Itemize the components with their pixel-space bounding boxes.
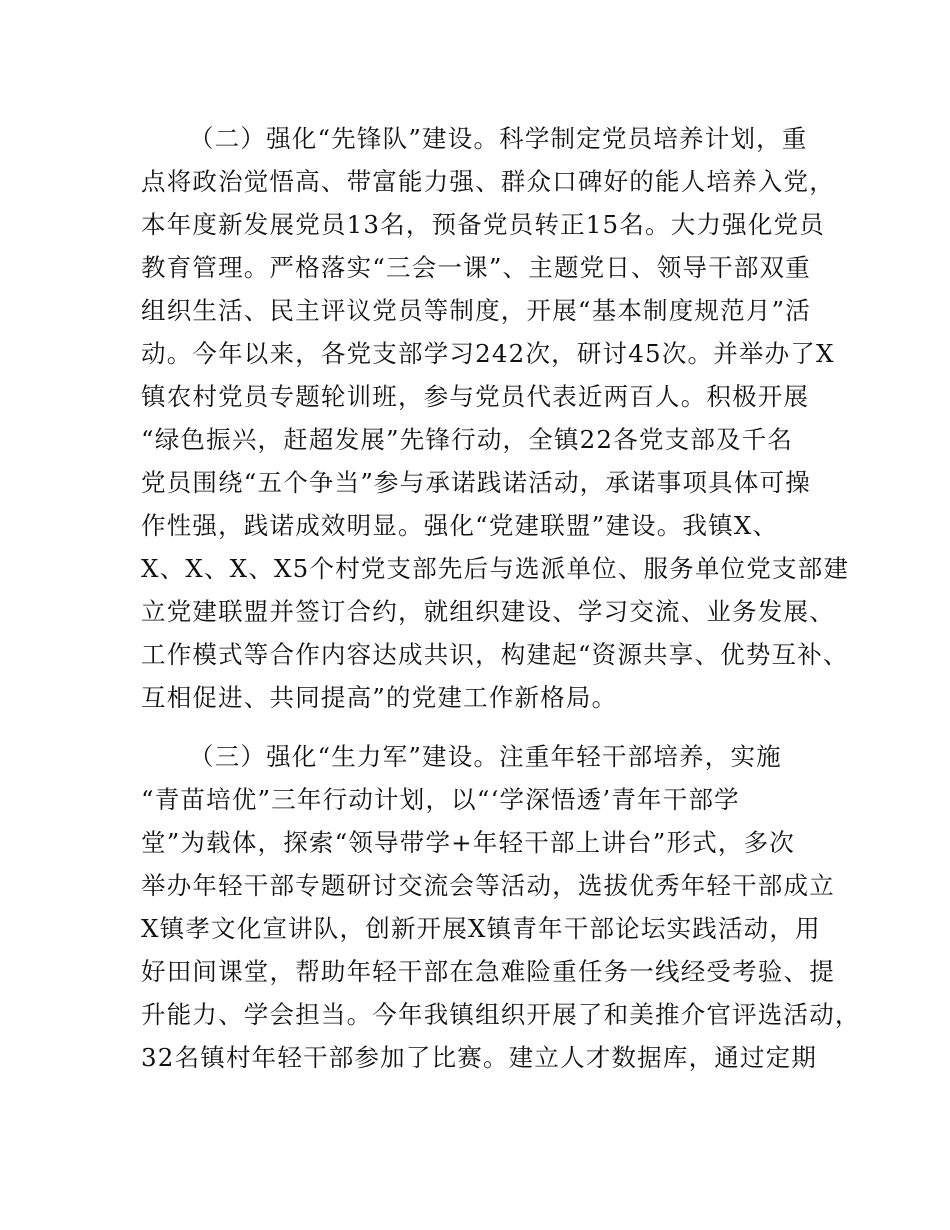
text-line: 动。今年以来，各党支部学习242次，研讨45次。并举办了X — [141, 339, 835, 368]
text-line: “绿色振兴，赶超发展”先锋行动，全镇22各党支部及千名 — [141, 425, 794, 454]
text-line: X、X、X、X5个村党支部先后与选派单位、服务单位党支部建 — [141, 554, 850, 583]
text-line: X镇孝文化宣讲队，创新开展X镇青年干部论坛实践活动，用 — [141, 914, 821, 943]
text-line: 本年度新发展党员13名，预备党员转正15名。大力强化党员 — [141, 210, 825, 239]
text-line: 互相促进、共同提高”的党建工作新格局。 — [141, 683, 618, 712]
text-line: 32名镇村年轻干部参加了比赛。建立人才数据库，通过定期 — [141, 1043, 818, 1072]
text-line: 点将政治觉悟高、带富能力强、群众口碑好的能人培养入党， — [141, 167, 835, 196]
text-line: 作性强，践诺成效明显。强化“党建联盟”建设。我镇X、 — [141, 511, 779, 540]
text-line: 教育管理。严格落实“三会一课”、主题党日、领导干部双重 — [141, 253, 811, 282]
text-line: 升能力、学会担当。今年我镇组织开展了和美推介官评选活动， — [141, 1000, 861, 1029]
text-line: （三）强化“生力军”建设。注重年轻干部培养，实施 — [189, 742, 782, 771]
text-line: 立党建联盟并签订合约，就组织建设、学习交流、业务发展、 — [141, 597, 835, 626]
text-line: 举办年轻干部专题研讨交流会等活动，选拔优秀年轻干部成立 — [141, 871, 835, 900]
text-line: 工作模式等合作内容达成共识，构建起“资源共享、优势互补、 — [141, 640, 849, 669]
text-line: 好田间课堂，帮助年轻干部在急难险重任务一线经受考验、提 — [141, 957, 835, 986]
text-line: 镇农村党员专题轮训班，参与党员代表近两百人。积极开展 — [141, 382, 810, 411]
text-line: “青苗培优”三年行动计划，以“‘学深悟透’青年干部学 — [141, 785, 740, 814]
text-line: 组织生活、民主评议党员等制度，开展“基本制度规范月”活 — [141, 296, 811, 325]
text-line: （二）强化“先锋队”建设。科学制定党员培养计划，重 — [189, 124, 808, 153]
text-line: 堂”为载体，探索“领导带学+年轻干部上讲台”形式，多次 — [141, 828, 796, 857]
text-line: 党员围绕“五个争当”参与承诺践诺活动，承诺事项具体可操 — [141, 468, 811, 497]
